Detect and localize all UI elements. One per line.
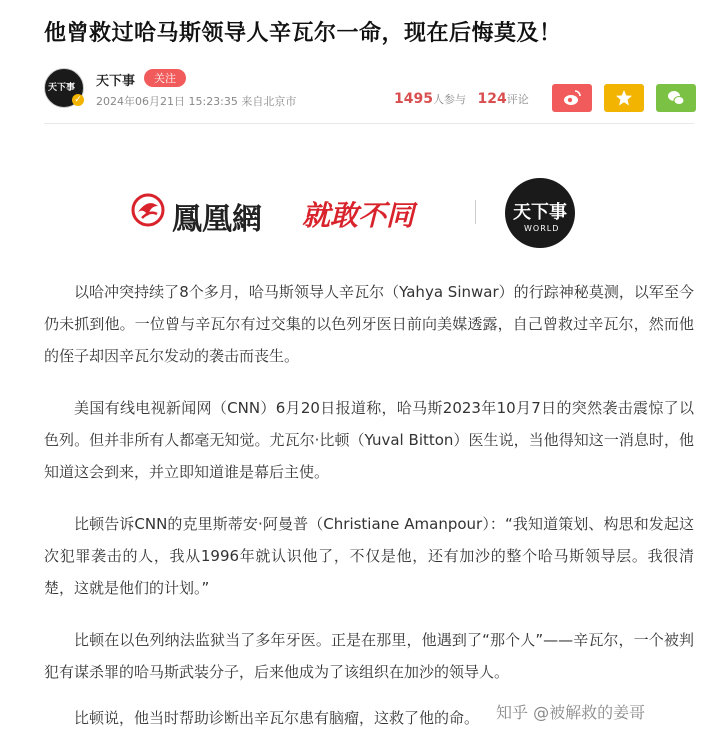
weibo-share-button[interactable] xyxy=(552,84,592,112)
article-stats xyxy=(394,91,529,107)
article-title: 他曾救过哈马斯领导人辛瓦尔一命，现在后悔莫及！ xyxy=(44,21,562,46)
favorite-button[interactable] xyxy=(604,84,644,112)
emblem-text: 天下事 xyxy=(513,202,567,223)
emblem-subtext: WORLD xyxy=(524,224,560,233)
banner-image xyxy=(130,170,600,250)
publish-info: 2024年06月21日 15:23:35 来自北京市 xyxy=(96,95,297,108)
wechat-share-button[interactable] xyxy=(656,84,696,112)
brand-name: 鳳凰網 xyxy=(172,202,262,237)
author-name[interactable]: 天下事 xyxy=(96,74,136,89)
world-emblem xyxy=(505,178,575,248)
article-paragraph: 比顿告诉CNN的克里斯蒂安·阿曼普（Christiane Amanpour）：“我知道策划、构思和发起这次犯罪袭击的人，我从1996年就认识他了，不仅是他，还有加沙的整个哈马斯领导层。我很清楚，这就是他们的计划。” xyxy=(44,515,694,597)
banner-separator xyxy=(475,200,476,224)
brand-slogan: 就敢不同 xyxy=(302,199,415,232)
zhihu-watermark: 知乎 @被解救的姜哥 xyxy=(496,703,646,722)
header-divider xyxy=(44,123,694,124)
avatar-text: 天下事 xyxy=(48,83,76,93)
article-meta xyxy=(44,66,694,116)
verified-badge-icon: ✓ xyxy=(72,94,84,106)
article-paragraph: 比顿在以色列纳法监狱当了多年牙医。正是在那里，他遇到了“那个人”——辛瓦尔，一个被判犯有谋杀罪的哈马斯武装分子，后来他成为了该组织在加沙的领导人。 xyxy=(44,631,694,681)
phoenix-logo-icon xyxy=(130,192,166,228)
wechat-icon xyxy=(667,89,685,107)
weibo-icon xyxy=(563,89,581,107)
participants-count: 1495 xyxy=(394,91,433,107)
star-icon xyxy=(615,89,633,107)
participants-label: 人参与 xyxy=(432,93,466,106)
comments-label[interactable]: 评论 xyxy=(506,93,529,106)
article-paragraph: 以哈冲突持续了8个多月，哈马斯领导人辛瓦尔（Yahya Sinwar）的行踪神秘莫测，以军至今仍未抓到他。一位曾与辛瓦尔有过交集的以色列牙医日前向美媒透露，自己曾救过辛瓦尔，然而他的侄子却因辛瓦尔发动的袭击而丧生。 xyxy=(44,283,694,365)
comments-count[interactable]: 124 xyxy=(477,91,507,107)
follow-button[interactable]: 关注 xyxy=(144,69,186,87)
article-paragraph: 比顿说，他当时帮助诊断出辛瓦尔患有脑瘤，这救了他的命。 xyxy=(74,709,480,727)
article-paragraph: 美国有线电视新闻网（CNN）6月20日报道称，哈马斯2023年10月7日的突然袭击震惊了以色列。但并非所有人都毫无知觉。尤瓦尔·比顿（Yuval Bitton）医生说，当他得知这一消息时，他知道这会到来，并立即知道谁是幕后主使。 xyxy=(44,399,694,481)
